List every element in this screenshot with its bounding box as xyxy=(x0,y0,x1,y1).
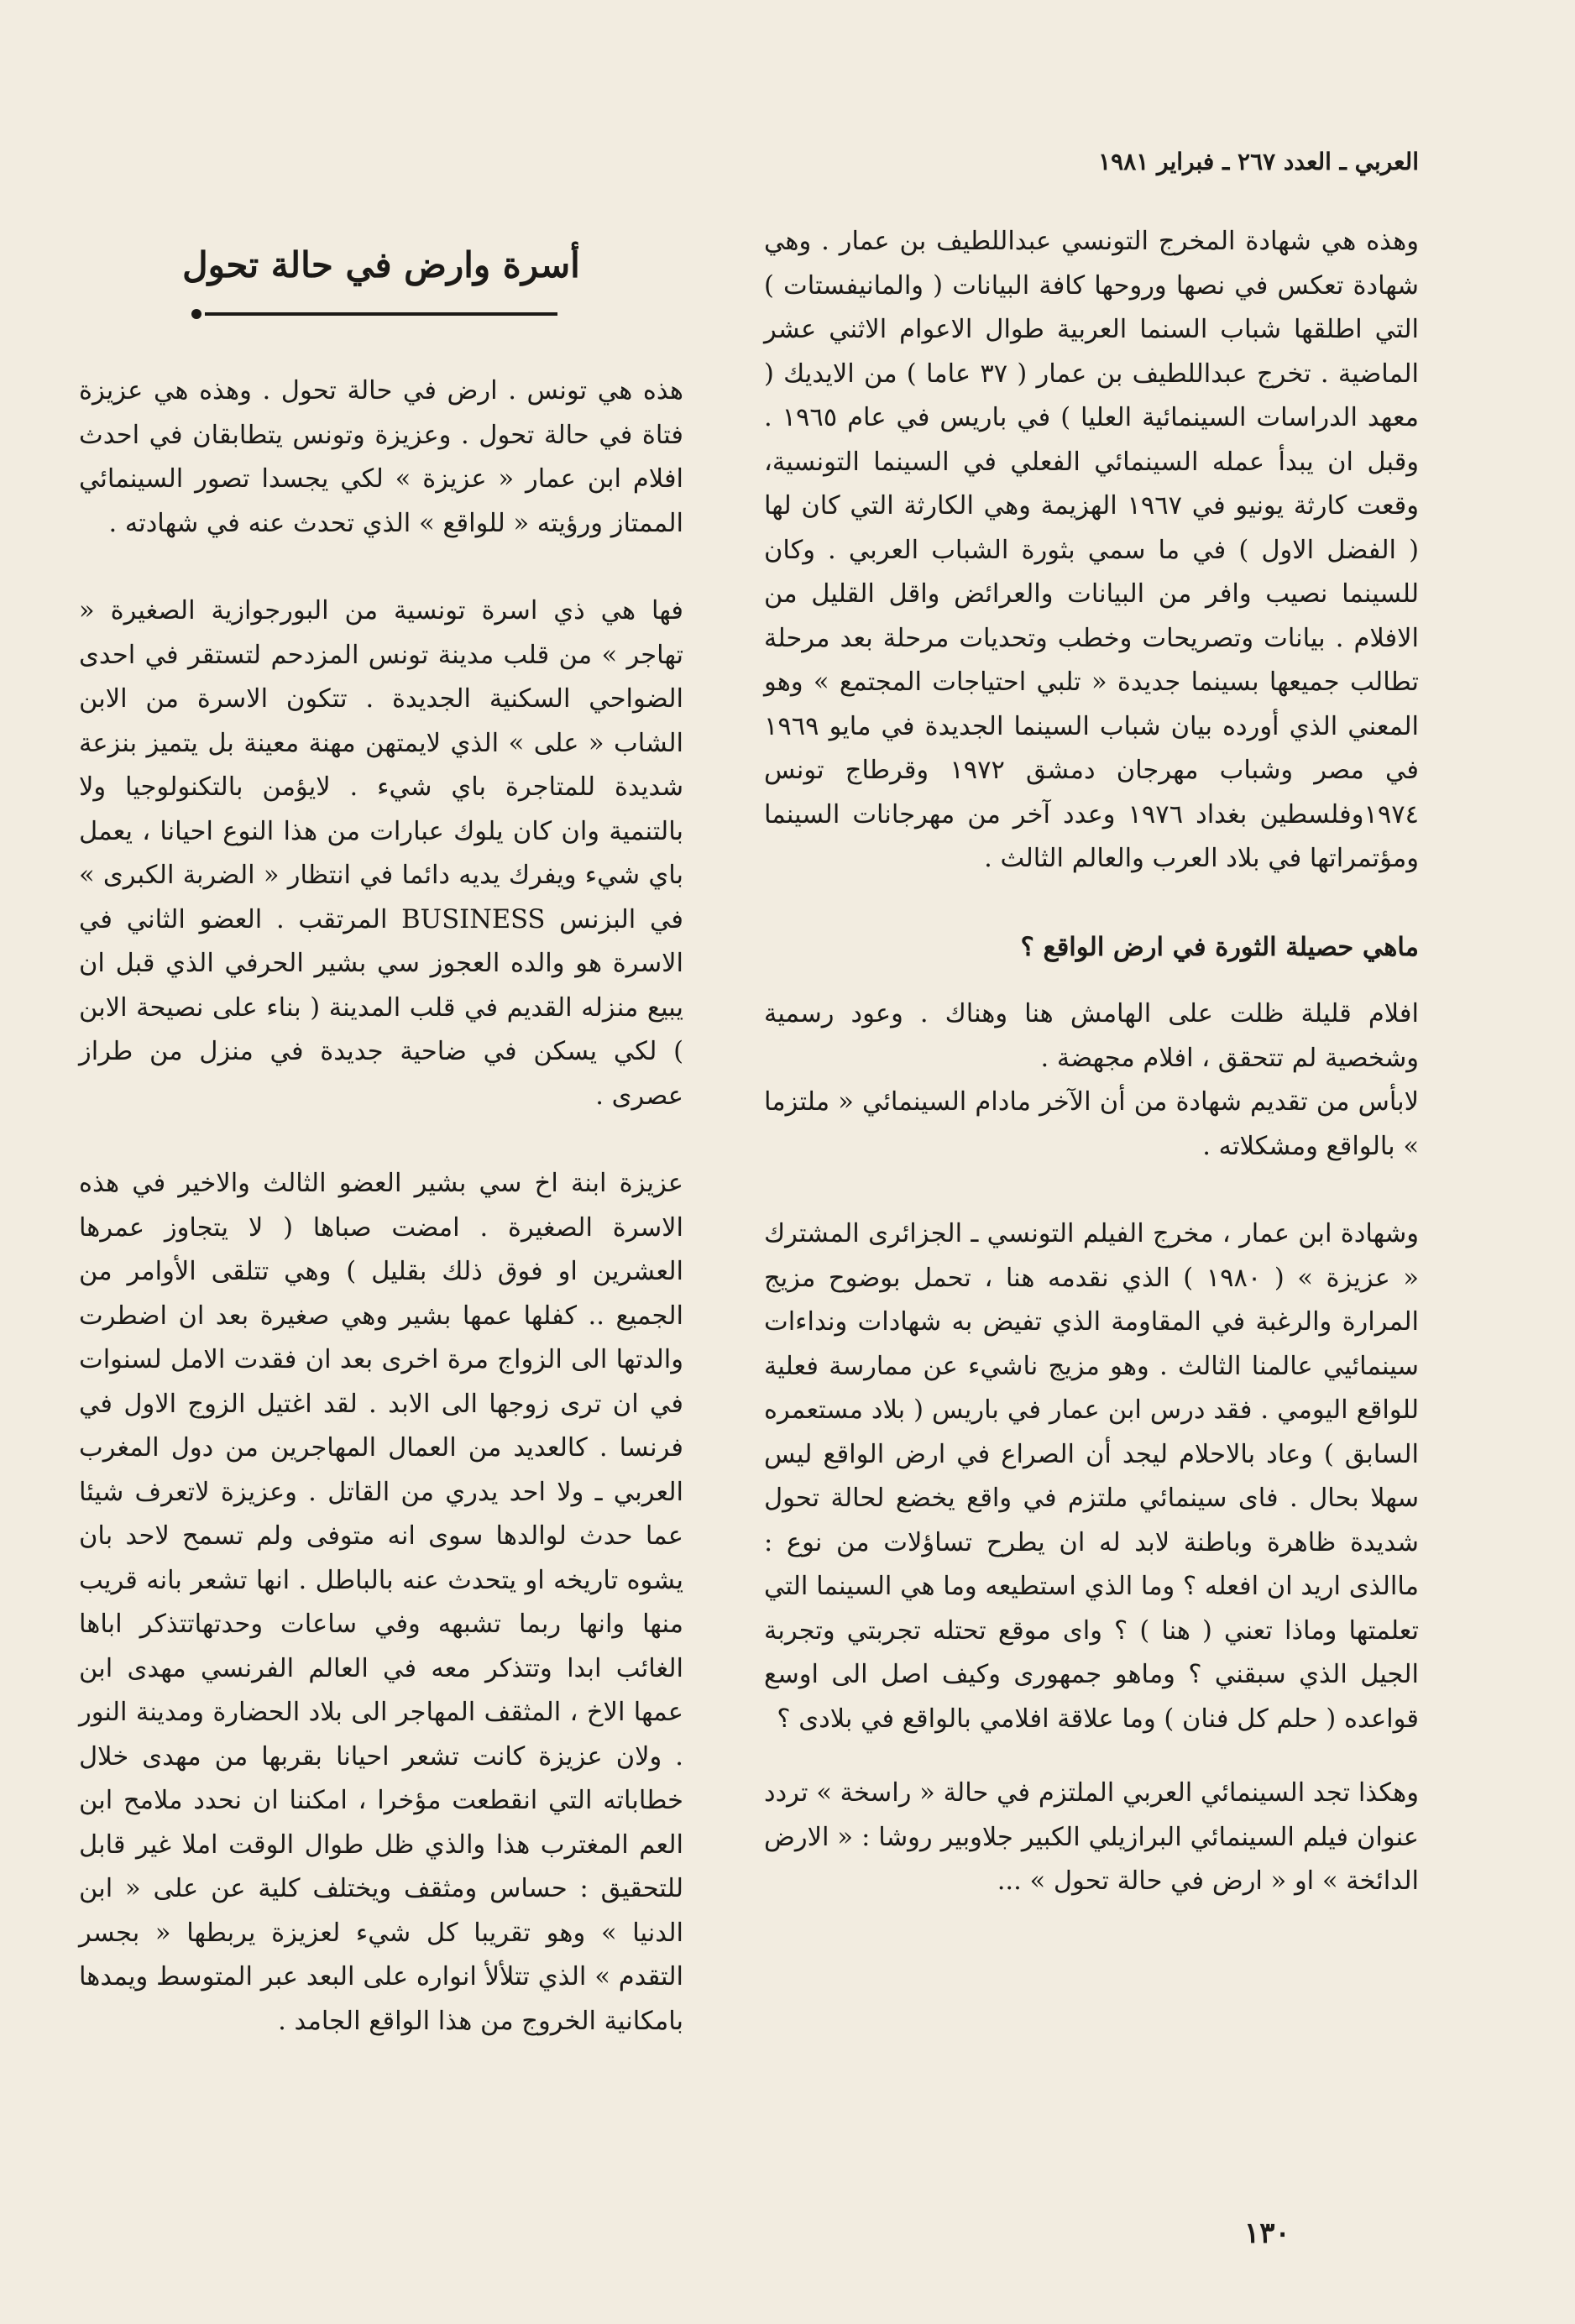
paragraph: وهكذا تجد السينمائي العربي الملتزم في حالة « راسخة » تردد عنوان فيلم السينمائي البرازيلي الكبير جلاوبير روشا : « الارض الدائخة » او « ارض في حالة تحول » ... xyxy=(764,1778,1419,1896)
right-column xyxy=(764,220,1419,1904)
paragraph: وشهادة ابن عمار ، مخرج الفيلم التونسي ـ الجزائرى المشترك « عزيزة » ( ١٩٨٠ ) الذي نقدمه هنا ، تحمل بوضوح مزيج المرارة والرغبة في المقاومة الذي تفيض به شهادات ونداءات سينمائيي عالمنا الثالث . وهو مزيج ناشيء عن ممارسة فعلية للواقع اليومي . فقد درس ابن عمار في باريس ( بلاد مستعمره السابق ) وعاد بالاحلام ليجد أن الصراع في ارض الواقع ليس سهلا بحال . فاى سينمائي ملتزم في واقع يخضع لحالة تحول شديدة ظاهرة وباطنة لابد له ان يطرح تساؤلات من نوع : ماالذى اريد ان افعله ؟ وما الذي استطيعه وما هي السينما التي تعلمتها وماذا تعني ( هنا ) ؟ واى موقع تحتله تجربتي وتجربة الجيل الذي سبقني ؟ وماهو جمهورى وكيف اصل الى اوسع قواعده ( حلم كل فنان ) وما علاقة افلامي بالواقع في بلادى ؟ xyxy=(764,1219,1419,1734)
article-title: أسرة وارض في حالة تحول xyxy=(182,244,580,285)
left-column xyxy=(79,220,683,2044)
paragraph: عزيزة ابنة اخ سي بشير العضو الثالث والاخير في هذه الاسرة الصغيرة . امضت صباها ( لا يتجاوز عمرها العشرين او فوق ذلك بقليل ) وهي تتلقى الأوامر من الجميع .. كفلها عمها بشير وهي صغيرة بعد ان اضطرت والدتها الى الزواج مرة اخرى بعد ان فقدت الامل لسنوات في ان ترى زوجها الى الابد . لقد اغتيل الزوج الاول في فرنسا . كالعديد من العمال المهاجرين من دول المغرب العربي ـ ولا احد يدري من القاتل . وعزيزة لاتعرف شيئا عما حدث لوالدها سوى انه متوفى ولم تسمح لاحد بان يشوه تاريخه او يتحدث عنه بالباطل . انها تشعر بانه قريب منها وانها ربما تشبهه وفي ساعات وحدتهاتتذكر اباها الغائب ابدا وتتذكر معه في العالم الفرنسي مهدى ابن عمها الاخ ، المثقف المهاجر الى بلاد الحضارة ومدينة النور . ولان عزيزة كانت تشعر احيانا بقربها من مهدى خلال خطاباته التي انقطعت مؤخرا ، امكننا ان نحدد ملامح ابن العم المغترب هذا والذي ظل طوال الوقت املا غير قابل للتحقيق : حساس ومثقف ويختلف كلية عن على « ابن الدنيا » وهو تقريبا كل شيء لعزيزة يربطها « بجسر التقدم » الذي تتلألأ انواره على البعد عبر المتوسط ويمدها بامكانية الخروج من هذا الواقع الجامد . xyxy=(79,1169,683,2036)
section-question: ماهي حصيلة الثورة في ارض الواقع ؟ xyxy=(1020,931,1419,962)
title-underline xyxy=(205,312,557,316)
paragraph: لابأس من تقديم شهادة من أن الآخر مادام السينمائي « ملتزما » بالواقع ومشكلاته . xyxy=(764,1087,1419,1161)
running-head: العربي ـ العدد ٢٦٧ ـ فبراير ١٩٨١ xyxy=(1098,148,1419,175)
paragraph: هذه هي تونس . ارض في حالة تحول . وهذه هي عزيزة فتاة في حالة تحول . وعزيزة وتونس يتطابقان في احدث افلام ابن عمار « عزيزة » لكي يجسدا تصور السينمائي الممتاز ورؤيته « للواقع » الذي تحدث عنه في شهادته . xyxy=(79,376,683,538)
page-number: ١٣٠ xyxy=(1244,2217,1290,2250)
paragraph: وهذه هي شهادة المخرج التونسي عبداللطيف بن عمار . وهي شهادة تعكس في نصها وروحها كافة البيانات ( والمانيفستات ) التي اطلقها شباب السنما العربية طوال الاعوام الاثني عشر الماضية . تخرج عبداللطيف بن عمار ( ٣٧ عاما ) من الايديك ( معهد الدراسات السينمائية العليا ) في باريس في عام ١٩٦٥ . وقبل ان يبدأ عمله السينمائي الفعلي في السينما التونسية، وقعت كارثة يونيو في ١٩٦٧ الهزيمة وهي الكارثة التي كان لها ( الفضل الاول ) في ما سمي بثورة الشباب العربي . وكان للسينما نصيب وافر من البيانات والعرائض واقل القليل من الافلام . بيانات وتصريحات وخطب وتحديات مرحلة بعد مرحلة تطالب جميعها بسينما جديدة « تلبي احتياجات المجتمع » وهو المعني الذي أورده بيان شباب السينما الجديدة في مايو ١٩٦٩ في مصر وشباب مهرجان دمشق ١٩٧٢ وقرطاج تونس ١٩٧٤وفلسطين بغداد ١٩٧٦ وعدد آخر من مهرجانات السينما ومؤتمراتها في بلاد العرب والعالم الثالث . xyxy=(764,227,1420,873)
paragraph: افلام قليلة ظلت على الهامش هنا وهناك . وعود رسمية وشخصية لم تتحقق ، افلام مجهضة . xyxy=(764,999,1419,1073)
paragraph: فها هي ذي اسرة تونسية من البورجوازية الصغيرة « تهاجر » من قلب مدينة تونس المزدحم لتستقر في احدى الضواحي السكنية الجديدة . تتكون الاسرة من الابن الشاب « على » الذي لايمتهن مهنة معينة بل يتميز بنزعة شديدة للمتاجرة باي شيء . لايؤمن بالتكنولوجيا ولا بالتنمية وان كان يلوك عبارات من هذا النوع احيانا ، يعمل باي شيء ويفرك يديه دائما في انتظار « الضربة الكبرى » في البزنس BUSINESS المرتقب . العضو الثاني في الاسرة هو والده العجوز سي بشير الحرفي الذي قبل ان يبيع منزله القديم في قلب المدينة ( بناء على نصيحة الابن ) لكي يسكن في ضاحية جديدة في منزل من طراز عصرى . xyxy=(79,596,683,1111)
